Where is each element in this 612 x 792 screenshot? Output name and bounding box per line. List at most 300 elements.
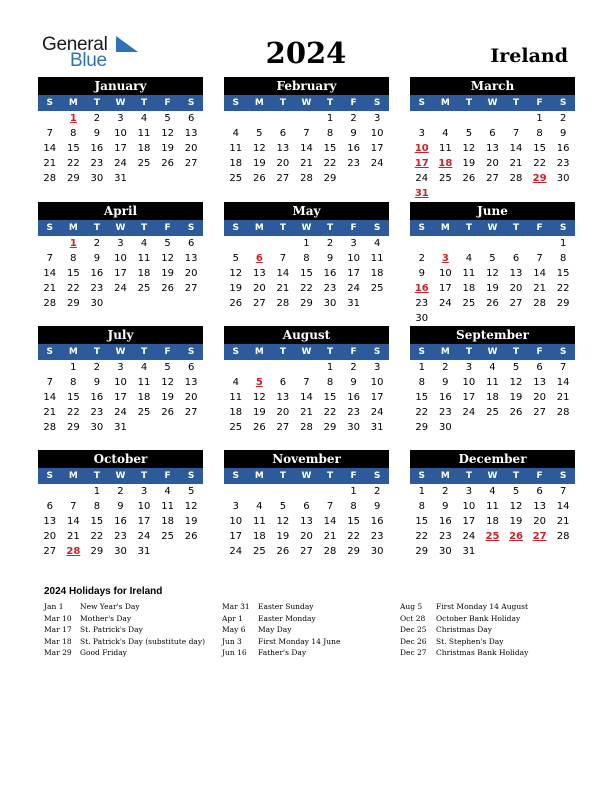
day-cell: 11 [252, 516, 266, 527]
holiday-day-cell: 28 [66, 546, 81, 557]
day-cell: 24 [114, 158, 127, 169]
week-row [410, 529, 575, 544]
weekday-label: T [465, 347, 472, 357]
holiday-entry [222, 624, 402, 636]
day-cell: 17 [137, 516, 151, 527]
day-cell: 24 [462, 407, 476, 418]
day-cell: 25 [137, 283, 151, 294]
day-cell: 7 [512, 128, 520, 139]
weekday-label: T [326, 347, 334, 357]
weekday-label: W [301, 223, 312, 233]
day-cell: 1 [326, 362, 334, 373]
day-cell [410, 236, 434, 251]
day-cell: 14 [43, 392, 57, 403]
day-cell: 13 [509, 268, 523, 279]
day-cell: 11 [137, 253, 151, 264]
weekday-label: F [350, 347, 357, 357]
day-cell: 10 [438, 268, 452, 279]
day-cell: 7 [46, 253, 53, 264]
day-cell: 2 [350, 113, 357, 124]
day-cell: 11 [137, 377, 151, 388]
day-cell: 20 [43, 531, 57, 542]
day-cell [410, 111, 434, 126]
day-cell [271, 236, 295, 251]
day-cell: 22 [415, 407, 429, 418]
holiday-day-cell: 5 [255, 377, 263, 388]
day-cell: 11 [229, 392, 243, 403]
day-cell: 12 [229, 268, 243, 279]
holiday-name: St. Patrick's Day [80, 625, 143, 634]
day-cell [38, 111, 62, 126]
week-row [410, 266, 575, 281]
day-cell: 17 [114, 143, 127, 154]
day-cell: 10 [229, 516, 243, 527]
day-cell [156, 296, 180, 311]
day-cell: 26 [252, 422, 266, 433]
day-cell: 14 [300, 392, 313, 403]
day-cell [504, 544, 528, 559]
day-cell: 22 [556, 283, 570, 294]
day-cell: 2 [442, 486, 449, 497]
month-title: December [410, 450, 575, 468]
day-cell: 14 [556, 501, 570, 512]
day-cell [528, 311, 552, 326]
day-cell: 6 [46, 501, 53, 512]
week-row [224, 156, 389, 171]
week-row [410, 405, 575, 420]
day-cell: 5 [465, 128, 473, 139]
month-title: January [38, 77, 203, 95]
day-cell: 28 [300, 173, 313, 184]
day-cell: 19 [462, 158, 476, 169]
day-cell: 8 [326, 377, 334, 388]
day-cell: 25 [486, 407, 499, 418]
day-cell: 29 [66, 422, 80, 433]
day-cell: 10 [462, 377, 476, 388]
month-august [224, 326, 389, 435]
day-cell: 1 [326, 113, 334, 124]
day-cell: 17 [114, 392, 127, 403]
holiday-day-cell: 27 [532, 531, 547, 542]
day-cell: 24 [370, 158, 384, 169]
day-cell: 2 [93, 113, 101, 124]
holiday-date: Aug 5 [400, 602, 423, 611]
holiday-date: Apr 1 [222, 613, 243, 623]
day-cell: 14 [509, 143, 523, 154]
weekday-label: S [418, 98, 426, 108]
weekday-label: W [487, 471, 498, 481]
day-cell: 7 [536, 253, 543, 264]
day-cell: 8 [93, 501, 101, 512]
weekday-label: M [68, 347, 78, 357]
week-row [38, 236, 203, 251]
day-cell: 1 [559, 238, 567, 249]
week-row [410, 251, 575, 266]
day-cell: 24 [229, 546, 243, 557]
day-cell [481, 236, 505, 251]
day-cell: 31 [462, 546, 476, 557]
holiday-entry [400, 636, 580, 648]
day-cell: 12 [252, 392, 266, 403]
day-cell [481, 186, 505, 201]
day-cell [365, 296, 389, 311]
day-cell: 24 [370, 407, 384, 418]
country-name: Ireland [490, 45, 568, 67]
day-cell: 12 [184, 501, 198, 512]
day-cell: 26 [161, 407, 174, 418]
day-cell: 21 [276, 283, 290, 294]
day-cell: 21 [533, 283, 546, 294]
weekday-header-row [38, 468, 203, 484]
day-cell: 19 [486, 283, 499, 294]
day-cell: 14 [276, 268, 290, 279]
month-november [224, 450, 389, 559]
day-cell: 23 [438, 407, 452, 418]
day-cell: 1 [303, 238, 310, 249]
holiday-date: Mar 17 [44, 625, 72, 634]
day-cell: 24 [137, 531, 151, 542]
week-row [38, 405, 203, 420]
day-cell: 22 [347, 531, 360, 542]
weekday-label: T [140, 223, 148, 233]
weekday-label: T [512, 98, 520, 108]
holiday-day-cell: 25 [485, 531, 500, 542]
holiday-date: Dec 25 [400, 625, 427, 634]
holiday-entry [222, 613, 402, 625]
week-row [410, 156, 575, 171]
weekday-label: T [140, 98, 148, 108]
weekday-label: W [301, 471, 312, 481]
day-cell [551, 544, 575, 559]
day-cell: 3 [232, 501, 239, 512]
day-cell [365, 171, 389, 186]
day-cell [457, 420, 481, 435]
holiday-name: St. Stephen's Day [436, 636, 504, 646]
day-cell: 12 [252, 143, 266, 154]
day-cell: 26 [276, 546, 290, 557]
day-cell: 20 [276, 407, 290, 418]
day-cell: 7 [46, 377, 53, 388]
day-cell: 24 [415, 173, 429, 184]
weekday-label: S [559, 98, 567, 108]
day-cell [528, 186, 552, 201]
day-cell: 17 [462, 392, 476, 403]
day-cell: 19 [276, 531, 290, 542]
weekday-label: T [279, 347, 286, 357]
day-cell: 25 [137, 407, 151, 418]
holiday-name: First Monday 14 August [436, 602, 529, 611]
day-cell: 1 [418, 362, 425, 373]
weekday-label: S [46, 223, 54, 233]
weekday-label: S [232, 347, 240, 357]
month-title: August [224, 326, 389, 344]
holiday-entry [400, 613, 580, 625]
weekday-label: T [93, 347, 100, 357]
week-row [224, 420, 389, 435]
day-cell: 20 [276, 158, 290, 169]
day-cell [481, 311, 505, 326]
weekday-label: W [115, 471, 126, 481]
day-cell: 21 [300, 158, 313, 169]
day-cell [271, 484, 295, 499]
holiday-entry [222, 647, 402, 659]
weekday-label: S [187, 471, 195, 481]
day-cell: 22 [66, 283, 80, 294]
holiday-name: Christmas Bank Holiday [436, 648, 529, 657]
holiday-date: Mar 29 [44, 648, 72, 657]
day-cell [295, 360, 319, 375]
holiday-day-cell: 6 [255, 253, 263, 264]
day-cell: 4 [489, 362, 496, 373]
day-cell: 20 [486, 158, 499, 169]
weekday-label: S [373, 347, 381, 357]
day-cell: 21 [300, 407, 313, 418]
weekday-label: W [115, 98, 126, 108]
holiday-day-cell: 3 [441, 253, 449, 264]
day-cell: 11 [486, 501, 499, 512]
day-cell: 8 [70, 377, 77, 388]
day-cell: 30 [90, 422, 104, 433]
day-cell: 20 [300, 531, 313, 542]
weekday-header-row [410, 468, 575, 484]
day-cell: 25 [229, 422, 243, 433]
day-cell [179, 171, 203, 186]
day-cell: 23 [556, 158, 570, 169]
weekday-label: S [559, 347, 567, 357]
day-cell [551, 420, 575, 435]
day-cell [528, 236, 552, 251]
weekday-label: S [187, 98, 195, 108]
weekday-label: S [559, 223, 567, 233]
day-cell [248, 484, 272, 499]
holiday-name: St. Patrick's Day (substitute day) [80, 636, 206, 646]
weekday-label: T [279, 471, 286, 481]
weekday-label: T [93, 223, 100, 233]
day-cell: 3 [117, 113, 124, 124]
day-cell: 2 [442, 362, 449, 373]
day-cell [457, 111, 481, 126]
day-cell: 7 [303, 128, 310, 139]
day-cell [457, 236, 481, 251]
day-cell: 30 [556, 173, 570, 184]
week-row [38, 126, 203, 141]
day-cell: 20 [184, 143, 198, 154]
week-row [38, 360, 203, 375]
day-cell [224, 360, 248, 375]
day-cell: 4 [373, 238, 381, 249]
week-row [224, 126, 389, 141]
day-cell: 19 [184, 516, 198, 527]
day-cell: 5 [279, 501, 287, 512]
holiday-entry [44, 636, 224, 648]
day-cell: 23 [347, 407, 360, 418]
day-cell: 8 [350, 501, 357, 512]
day-cell: 8 [70, 128, 77, 139]
month-title: February [224, 77, 389, 95]
holiday-date: Dec 27 [400, 648, 427, 657]
week-row [410, 236, 575, 251]
day-cell: 8 [536, 128, 543, 139]
week-row [38, 141, 203, 156]
month-december [410, 450, 575, 559]
holiday-day-cell: 16 [414, 283, 429, 294]
day-cell: 28 [556, 531, 570, 542]
day-cell: 23 [114, 531, 127, 542]
holiday-date: May 6 [222, 625, 246, 634]
day-cell [504, 111, 528, 126]
week-row [224, 390, 389, 405]
day-cell [434, 236, 458, 251]
day-cell: 22 [323, 407, 337, 418]
day-cell: 10 [370, 377, 384, 388]
day-cell: 18 [252, 531, 266, 542]
day-cell: 6 [187, 238, 195, 249]
day-cell: 28 [533, 298, 546, 309]
day-cell: 29 [415, 422, 429, 433]
weekday-label: T [465, 98, 472, 108]
day-cell: 26 [462, 173, 476, 184]
holiday-name: May Day [258, 625, 292, 634]
day-cell: 21 [43, 407, 57, 418]
day-cell: 26 [486, 298, 499, 309]
week-row [38, 266, 203, 281]
day-cell [38, 236, 62, 251]
week-row [410, 111, 575, 126]
day-cell: 23 [438, 531, 452, 542]
day-cell: 28 [43, 173, 57, 184]
weekday-label: S [373, 98, 381, 108]
day-cell: 26 [184, 531, 198, 542]
day-cell: 13 [533, 501, 546, 512]
day-cell: 7 [46, 128, 53, 139]
weekday-label: M [440, 223, 450, 233]
weekday-label: S [418, 347, 426, 357]
holiday-name: Mother's Day [80, 613, 132, 623]
calendar-year: 2024 [265, 36, 347, 70]
week-row [410, 360, 575, 375]
day-cell: 5 [164, 238, 171, 249]
holiday-date: Mar 10 [44, 613, 72, 623]
day-cell [132, 296, 156, 311]
day-cell: 6 [187, 113, 195, 124]
day-cell: 27 [276, 173, 290, 184]
day-cell: 13 [276, 143, 290, 154]
day-cell: 26 [161, 158, 174, 169]
day-cell [224, 236, 248, 251]
weekday-header-row [224, 220, 389, 236]
day-cell: 29 [323, 422, 337, 433]
day-cell: 29 [415, 546, 429, 557]
day-cell: 3 [465, 486, 473, 497]
week-row [224, 251, 389, 266]
day-cell: 5 [512, 486, 520, 497]
day-cell: 25 [370, 283, 384, 294]
week-row [410, 171, 575, 186]
day-cell: 14 [43, 143, 57, 154]
weekday-label: S [46, 471, 54, 481]
day-cell: 5 [512, 362, 520, 373]
holidays-column [222, 601, 402, 659]
weekday-label: M [440, 347, 450, 357]
day-cell: 8 [70, 253, 77, 264]
day-cell: 11 [486, 377, 499, 388]
day-cell: 28 [43, 422, 57, 433]
day-cell: 27 [276, 422, 290, 433]
logo-flag-icon [114, 36, 138, 54]
day-cell: 25 [161, 531, 174, 542]
day-cell: 27 [184, 407, 198, 418]
week-row [38, 529, 203, 544]
holidays-column [44, 601, 224, 659]
day-cell: 21 [556, 516, 570, 527]
day-cell: 22 [323, 158, 337, 169]
day-cell: 24 [347, 283, 360, 294]
day-cell: 28 [43, 298, 57, 309]
holiday-name: Easter Monday [258, 613, 316, 623]
day-cell: 9 [559, 128, 567, 139]
day-cell: 5 [164, 362, 171, 373]
day-cell: 9 [93, 128, 101, 139]
day-cell [481, 420, 505, 435]
day-cell: 28 [509, 173, 523, 184]
day-cell: 29 [347, 546, 360, 557]
month-title: May [224, 202, 389, 220]
day-cell: 19 [252, 158, 266, 169]
weekday-label: M [440, 98, 450, 108]
day-cell: 21 [556, 392, 570, 403]
day-cell: 30 [438, 422, 452, 433]
day-cell: 20 [533, 392, 546, 403]
day-cell: 23 [415, 298, 429, 309]
day-cell: 13 [276, 392, 290, 403]
week-row [224, 375, 389, 390]
week-row [224, 111, 389, 126]
week-row [224, 360, 389, 375]
day-cell: 19 [161, 268, 174, 279]
day-cell: 18 [229, 407, 243, 418]
day-cell: 1 [93, 486, 101, 497]
day-cell [179, 420, 203, 435]
day-cell: 12 [462, 143, 476, 154]
holiday-name: Easter Sunday [258, 602, 314, 611]
day-cell [504, 311, 528, 326]
day-cell [434, 311, 458, 326]
day-cell: 13 [252, 268, 266, 279]
holiday-date: Dec 26 [400, 636, 427, 646]
weekday-label: S [373, 223, 381, 233]
week-row [224, 499, 389, 514]
holiday-day-cell: 31 [414, 188, 429, 199]
week-row [38, 251, 203, 266]
day-cell: 11 [229, 143, 243, 154]
weekday-label: M [254, 223, 264, 233]
day-cell [156, 544, 180, 559]
month-september [410, 326, 575, 435]
day-cell: 11 [438, 143, 452, 154]
holiday-date: Mar 18 [44, 636, 72, 646]
day-cell: 10 [114, 377, 127, 388]
week-row [38, 420, 203, 435]
weekday-header-row [38, 95, 203, 111]
day-cell [62, 484, 86, 499]
day-cell: 30 [347, 422, 360, 433]
day-cell: 26 [161, 283, 174, 294]
week-row [224, 544, 389, 559]
week-row [224, 514, 389, 529]
holiday-name: Father's Day [258, 648, 307, 657]
day-cell: 15 [66, 143, 80, 154]
day-cell: 6 [303, 501, 310, 512]
